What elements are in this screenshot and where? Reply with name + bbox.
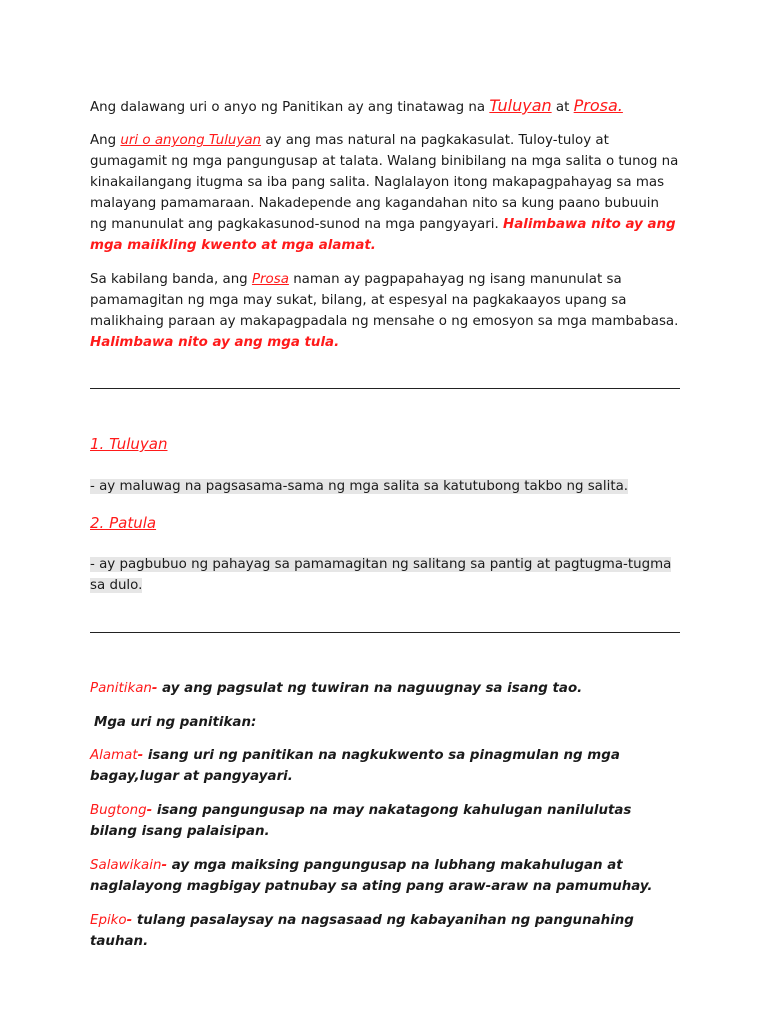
glossary-item bbox=[90, 745, 680, 787]
glossary-def: isang uri ng panitikan na nagkukwento sa pinagmulan ng mga bagay,lugar at pangyayari. bbox=[90, 748, 620, 784]
tuluyan-lead: Ang bbox=[90, 133, 117, 148]
intro-joiner: at bbox=[555, 100, 570, 115]
glossary-panitikan bbox=[90, 678, 680, 699]
glossary-def: tulang pasalaysay na nagsasaad ng kabayanihan ng pangunahing tauhan. bbox=[90, 913, 634, 949]
definition-text-patula: - ay pagbubuo ng pahayag sa pamamagitan ng salitang sa pantig at pagtugma-tugma sa dulo. bbox=[90, 557, 672, 593]
tuluyan-example: Halimbawa nito ay ang mga maiikling kwento at mga alamat. bbox=[90, 217, 676, 253]
glossary-def: ay mga maiksing pangungusap na lubhang makahulugan at naglalayong magbigay patnubay sa ating pang araw-araw na pamumuhay. bbox=[90, 858, 653, 894]
intro-text: Ang dalawang uri o anyo ng Panitikan ay ang tinatawag na bbox=[90, 100, 486, 115]
glossary-item bbox=[90, 855, 680, 897]
glossary-term: Salawikain bbox=[90, 858, 162, 873]
tuluyan-paragraph bbox=[90, 130, 680, 256]
term-dash: - bbox=[137, 748, 144, 763]
intro-paragraph bbox=[90, 95, 680, 118]
glossary-item bbox=[90, 910, 680, 952]
definition-text-tuluyan: - ay maluwag na pagsasama-sama ng mga salita sa katutubong takbo ng salita. bbox=[90, 479, 629, 494]
prosa-term: Prosa bbox=[251, 272, 289, 287]
section-heading-tuluyan: 1. Tuluyan bbox=[90, 435, 168, 453]
glossary-def: isang pangungusap na may nakatagong kahulugan nanilulutas bilang isang palaisipan. bbox=[90, 803, 632, 839]
prosa-lead: Sa kabilang banda, ang bbox=[90, 272, 248, 287]
prosa-example: Halimbawa nito ay ang mga tula. bbox=[90, 335, 340, 350]
glossary-def: ay ang pagsulat ng tuwiran na naguugnay sa isang tao. bbox=[162, 681, 583, 696]
term-dash: - bbox=[161, 858, 168, 873]
glossary-term: Panitikan bbox=[90, 681, 152, 696]
prosa-body: naman ay pagpapahayag ng isang manunulat sa pamamagitan ng mga may sukat, bilang, at espesyal na pagkakaayos upang sa malikhaing paraan ay makapagpadala ng mensahe o ng emosyon sa mga mambabasa. bbox=[90, 272, 679, 329]
glossary-term: Bugtong bbox=[90, 803, 147, 818]
section-heading-patula: 2. Patula bbox=[90, 514, 157, 532]
prosa-paragraph bbox=[90, 269, 680, 353]
glossary-item bbox=[90, 800, 680, 842]
section-definition-tuluyan bbox=[90, 476, 680, 497]
tuluyan-body: ay ang mas natural na pagkakasulat. Tuloy-tuloy at gumagamit ng mga pangungusap at talata. Walang binibilang na mga salita o tunog na kinakailangang itugma sa iba pang salita. Naglalayon itong makapagpahayag sa mas malayang pamamaraan. Nakadepende ang kagandahan nito sa kung paano bubuuin ng manunulat ang pagkakasunod-sunod na mga pangyayari. bbox=[90, 133, 679, 232]
term-dash: - bbox=[146, 803, 153, 818]
term-dash: - bbox=[151, 681, 158, 696]
divider-1 bbox=[90, 388, 680, 389]
divider-2 bbox=[90, 632, 680, 633]
section-definition-patula bbox=[90, 554, 680, 596]
intro-term-tuluyan: Tuluyan bbox=[489, 96, 552, 115]
intro-term-prosa: Prosa. bbox=[573, 96, 623, 115]
glossary-term: Epiko bbox=[90, 913, 127, 928]
glossary-term: Alamat bbox=[90, 748, 138, 763]
glossary-types-heading: Mga uri ng panitikan: bbox=[94, 715, 257, 730]
tuluyan-term: uri o anyong Tuluyan bbox=[120, 133, 262, 148]
term-dash: - bbox=[126, 913, 133, 928]
